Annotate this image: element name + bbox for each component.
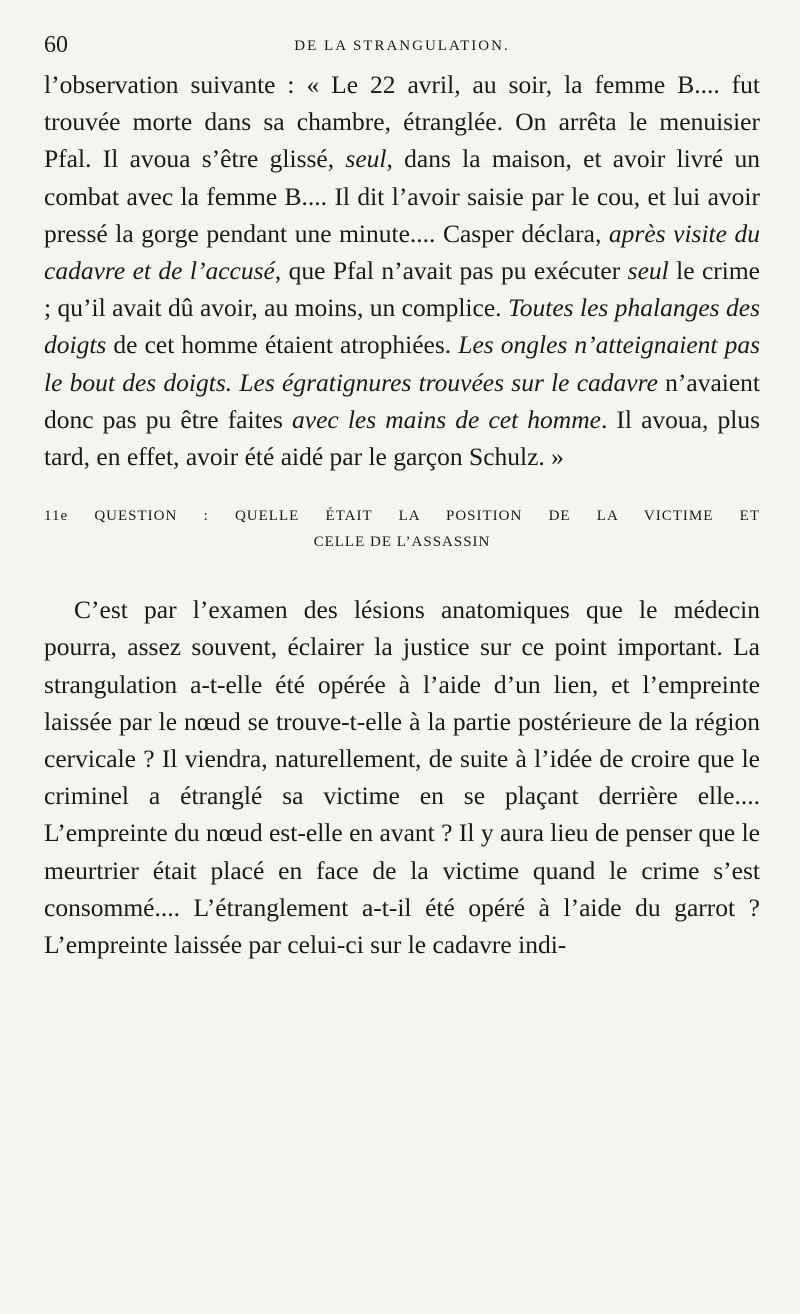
book-page bbox=[44, 26, 760, 963]
paragraph-observation bbox=[44, 66, 760, 475]
italic-run: seul bbox=[627, 256, 669, 286]
text-run: n’avaient donc pas pu être faites bbox=[44, 367, 760, 434]
section-heading-line-2: CELLE DE L’ASSASSIN bbox=[313, 534, 491, 551]
italic-run: après visite du cadavre et de l’accusé bbox=[44, 218, 760, 286]
text-run: , dans la maison, et avoir livré un combat avec la femme B.... Il dit l’avoir saisie par le cou, et lui avoir pressé la gorge pendant une minute.... Casper déclara, bbox=[44, 144, 760, 248]
running-title: DE LA STRANGULATION. bbox=[294, 38, 510, 54]
italic-run: Les ongles n’atteignaient pas le bout des doigts. Les égratignures trouvées sur le cadavre bbox=[44, 330, 760, 397]
text-run: le crime ; qu’il avait dû avoir, au moins, un complice. bbox=[44, 256, 760, 323]
text-run: . Il avoua, plus tard, en effet, avoir été aidé par le garçon Schulz. » bbox=[44, 404, 760, 472]
italic-run: avec les mains de cet homme bbox=[292, 404, 601, 434]
italic-run: seul bbox=[345, 144, 387, 174]
section-heading-line-1: 11e QUESTION : QUELLE ÉTAIT LA POSITION DE LA VICTIME ET bbox=[44, 508, 760, 525]
paragraph-position: C’est par l’examen des lésions anatomiques que le médecin pourra, assez souvent, éclairer la justice sur ce point important. La strangulation a-t-elle été opérée à l’aide d’un lien, et l’empreinte laissée par le nœud se trouve-t-elle à la partie postérieure de la région cervicale ? Il viendra, naturellement, de suite à l’idée de croire que le criminel a étranglé sa victime en se plaçant derrière elle.... L’empreinte du nœud est-elle en avant ? Il y aura lieu de penser que le meurtrier était placé en face de la victime quand le crime s’est consommé.... L’étranglement a-t-il été opéré à l’aide du garrot ? L’empreinte laissée par celui-ci sur le cadavre indi- bbox=[44, 595, 760, 960]
text-run: de cet homme étaient atrophiées. bbox=[106, 330, 459, 360]
page-header bbox=[44, 26, 760, 66]
section-heading bbox=[44, 503, 760, 555]
italic-run: Toutes les phalanges des doigts bbox=[44, 293, 761, 360]
page-number: 60 bbox=[44, 32, 68, 58]
text-run: l’observation suivante : « Le 22 avril, au soir, la femme B.... fut trouvée morte dans sa chambre, étranglée. On arrêta le menuisier Pfal. Il avoua s’être glissé, bbox=[44, 70, 760, 174]
text-run: , que Pfal n’avait pas pu exécuter bbox=[274, 256, 628, 286]
